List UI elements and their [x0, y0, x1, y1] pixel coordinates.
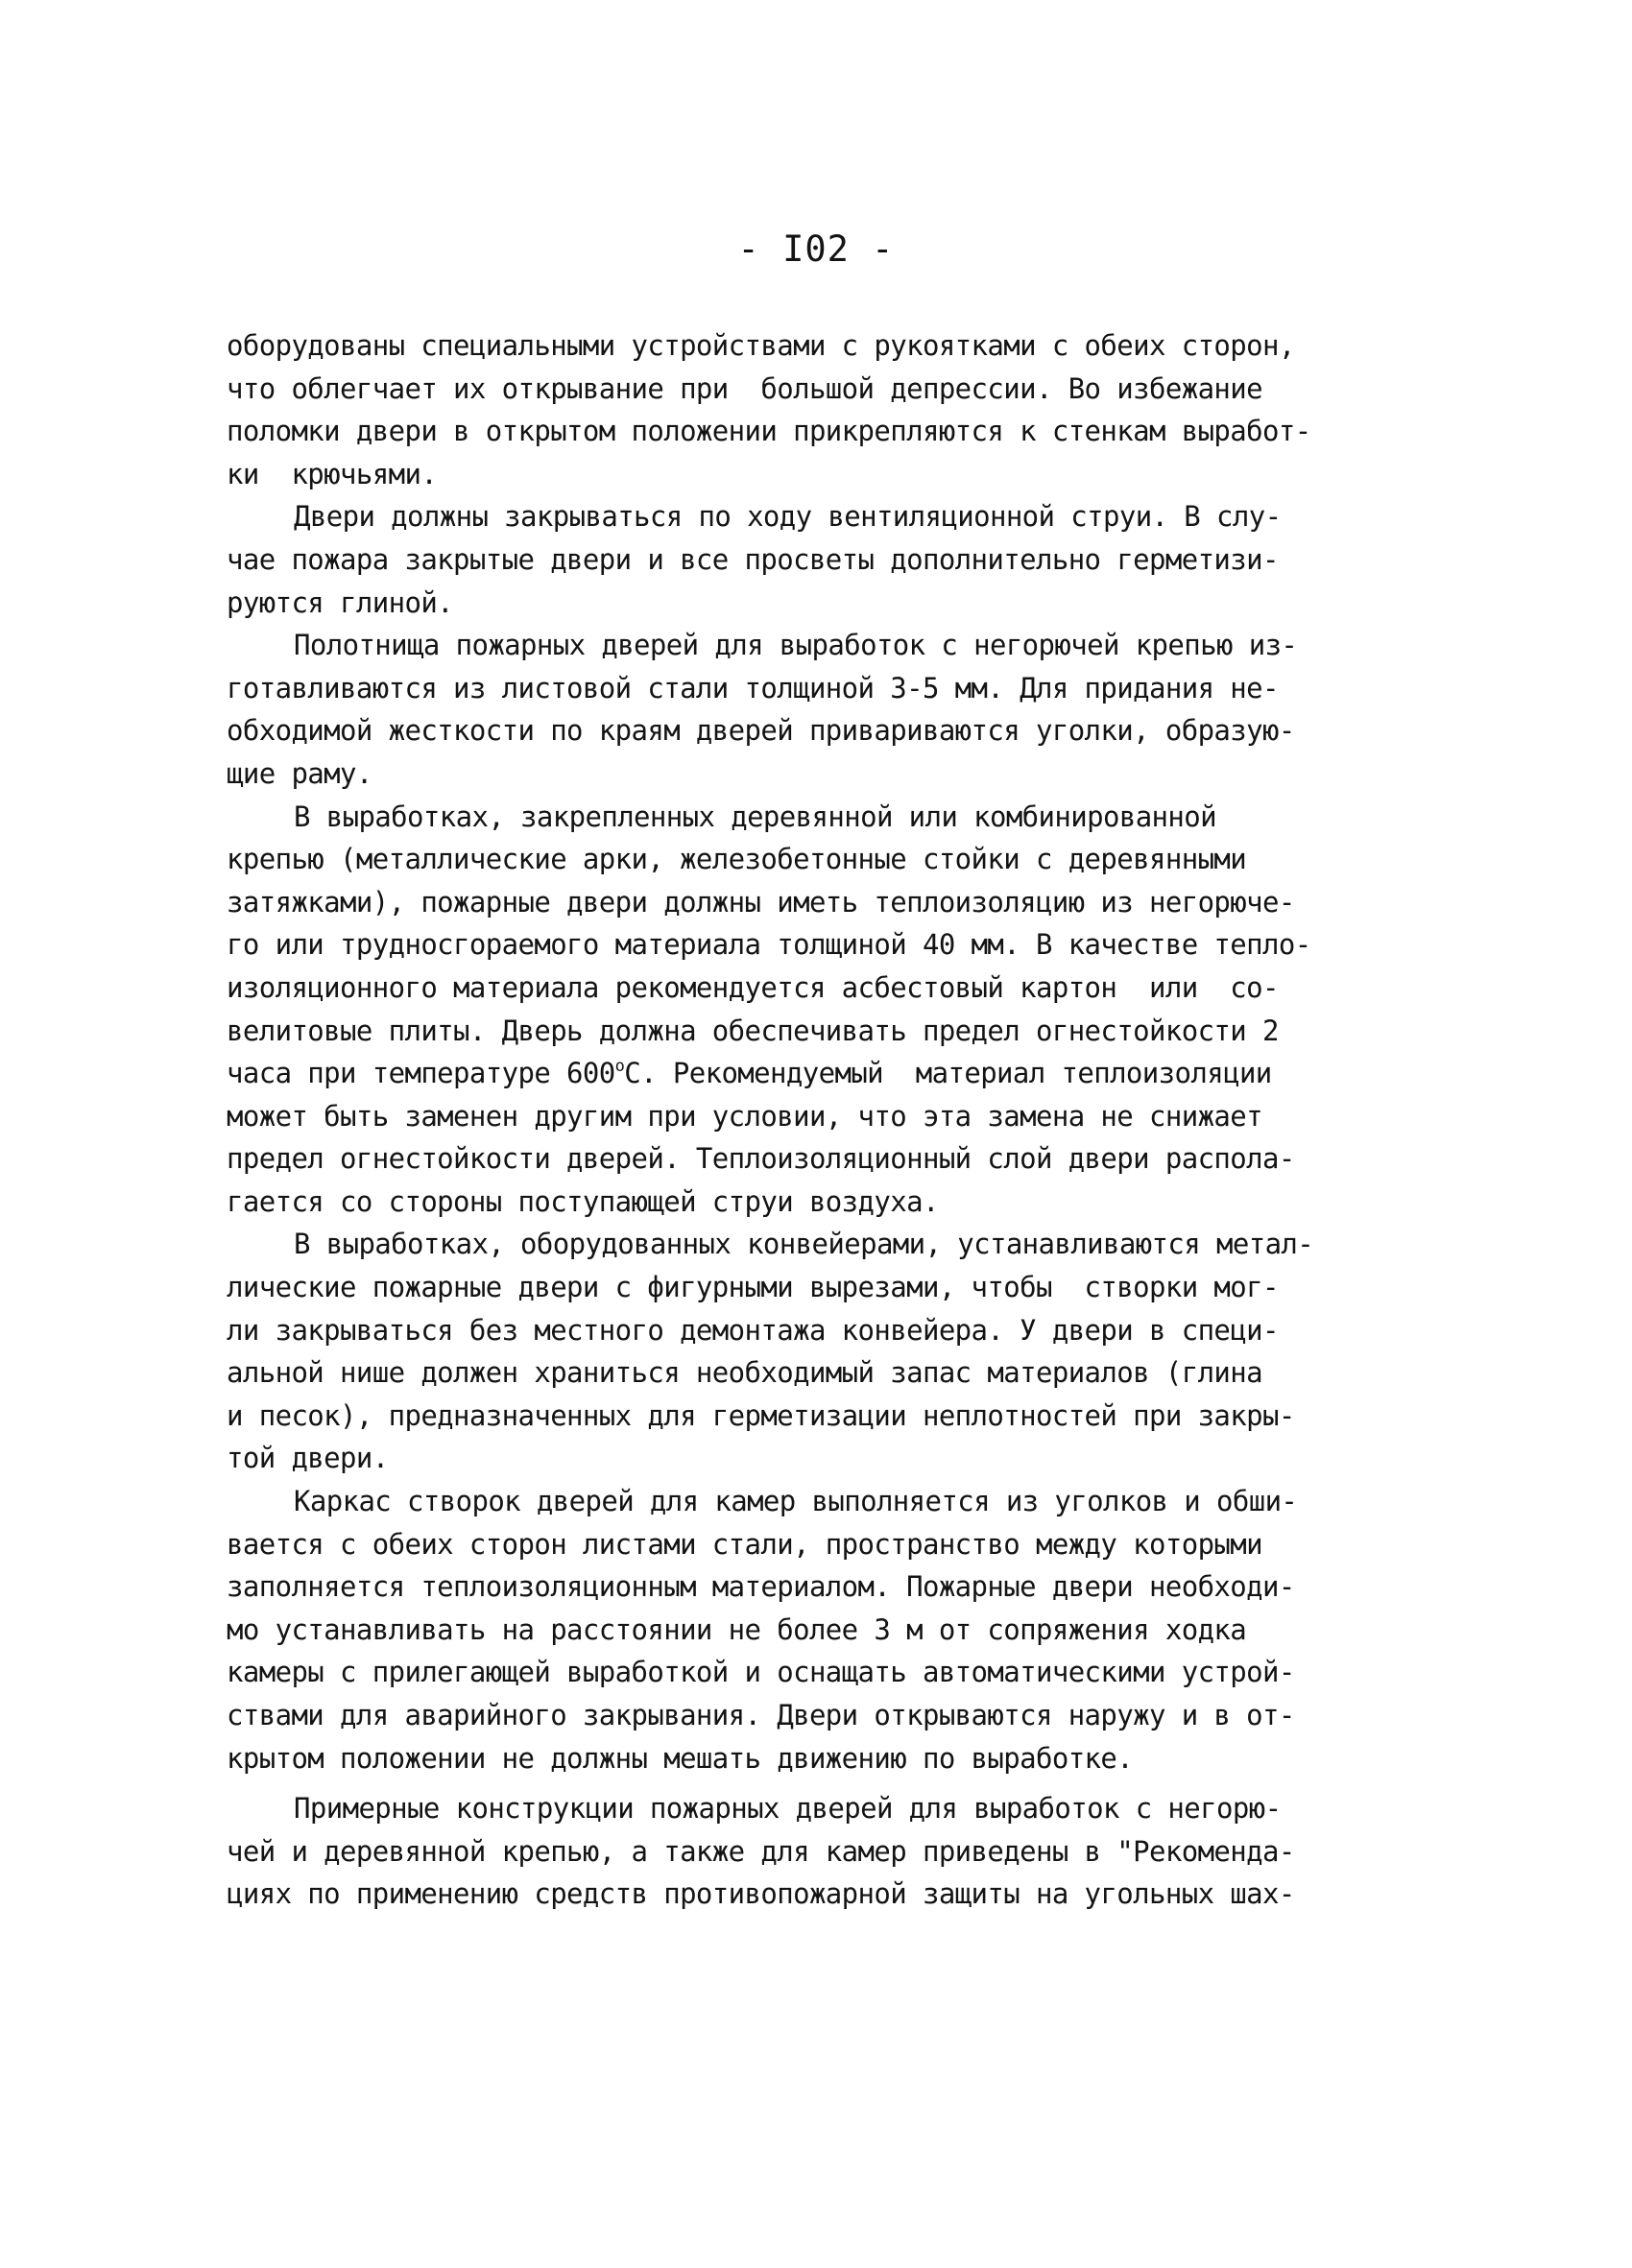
text-line: щие раму. — [227, 756, 372, 790]
degree-sign: o — [614, 1057, 625, 1077]
text-segment: C. Рекомендуемый материал теплоизоляции — [624, 1057, 1272, 1090]
text-line: крытом положении не должны мешать движению по выработке. — [227, 1741, 1134, 1775]
text-line: чей и деревянной крепью, а также для камер приведены в "Рекоменда- — [227, 1834, 1295, 1868]
text-line: Полотнища пожарных дверей для выработок с негорючей крепью из- — [294, 629, 1298, 662]
text-line: вается с обеих сторон листами стали, пространство между которыми — [227, 1527, 1263, 1561]
text-line: руются глиной. — [227, 585, 454, 619]
page-number: - I02 - — [737, 228, 895, 270]
text-line: циях по применению средств противопожарной защиты на угольных шах- — [227, 1877, 1295, 1911]
text-line: затяжками), пожарные двери должны иметь теплоизоляцию из негорюче- — [227, 885, 1295, 919]
text-segment: часа при температуре 600 — [227, 1057, 615, 1090]
text-line: В выработках, оборудованных конвейерами, устанавливаются метал- — [294, 1228, 1314, 1261]
text-line: может быть заменен другим при условии, что эта замена не снижает — [227, 1099, 1263, 1133]
text-line: альной нише должен храниться необходимый запас материалов (глина — [227, 1356, 1263, 1390]
text-line: и песок), предназначенных для герметизации неплотностей при закры- — [227, 1398, 1295, 1432]
text-line: ки крючьями. — [227, 457, 438, 490]
text-line: Примерные конструкции пожарных дверей для выработок с негорю- — [294, 1792, 1282, 1826]
text-line: оборудованы специальными устройствами с рукоятками с обеих сторон, — [227, 329, 1295, 362]
text-line: Каркас створок дверей для камер выполняется из уголков и обши- — [294, 1485, 1298, 1518]
text-line: го или трудносгораемого материала толщиной 40 мм. В качестве тепло- — [227, 928, 1311, 962]
text-line: велитовые плиты. Дверь должна обеспечивать предел огнестойкости 2 — [227, 1014, 1279, 1047]
text-line: крепью (металлические арки, железобетонные стойки с деревянными — [227, 843, 1247, 876]
text-line: чае пожара закрытые двери и все просветы дополнительно герметизи- — [227, 542, 1279, 576]
text-line: изоляционного материала рекомендуется асбестовый картон или со- — [227, 970, 1279, 1004]
text-line-temperature — [227, 1052, 1407, 1095]
text-line: Двери должны закрываться по ходу вентиляционной струи. В слу- — [294, 500, 1282, 534]
text-line: заполняется теплоизоляционным материалом. Пожарные двери необходи- — [227, 1570, 1295, 1604]
text-line: обходимой жесткости по краям дверей привариваются уголки, образую- — [227, 714, 1295, 748]
text-line: мо устанавливать на расстоянии не более 3 м от сопряжения ходка — [227, 1612, 1247, 1646]
text-line: поломки двери в открытом положении прикрепляются к стенкам выработ- — [227, 415, 1311, 448]
text-line: ствами для аварийного закрывания. Двери открываются наружу и в от- — [227, 1699, 1295, 1731]
text-line: лические пожарные двери с фигурными вырезами, чтобы створки мог- — [227, 1271, 1279, 1304]
text-line: что облегчает их открывание при большой депрессии. Во избежание — [227, 371, 1263, 405]
text-line: той двери. — [227, 1442, 389, 1475]
text-line: камеры с прилегающей выработкой и оснащать автоматическими устрой- — [227, 1656, 1295, 1689]
text-line: готавливаются из листовой стали толщиной 3-5 мм. Для придания не- — [227, 671, 1279, 704]
text-line: предел огнестойкости дверей. Теплоизоляционный слой двери распола- — [227, 1142, 1295, 1176]
text-line: ли закрываться без местного демонтажа конвейера. У двери в специ- — [227, 1313, 1279, 1347]
text-line: гается со стороны поступающей струи воздуха. — [227, 1184, 939, 1218]
body-text — [227, 324, 1407, 1916]
text-line: В выработках, закрепленных деревянной или комбинированной — [294, 800, 1216, 833]
